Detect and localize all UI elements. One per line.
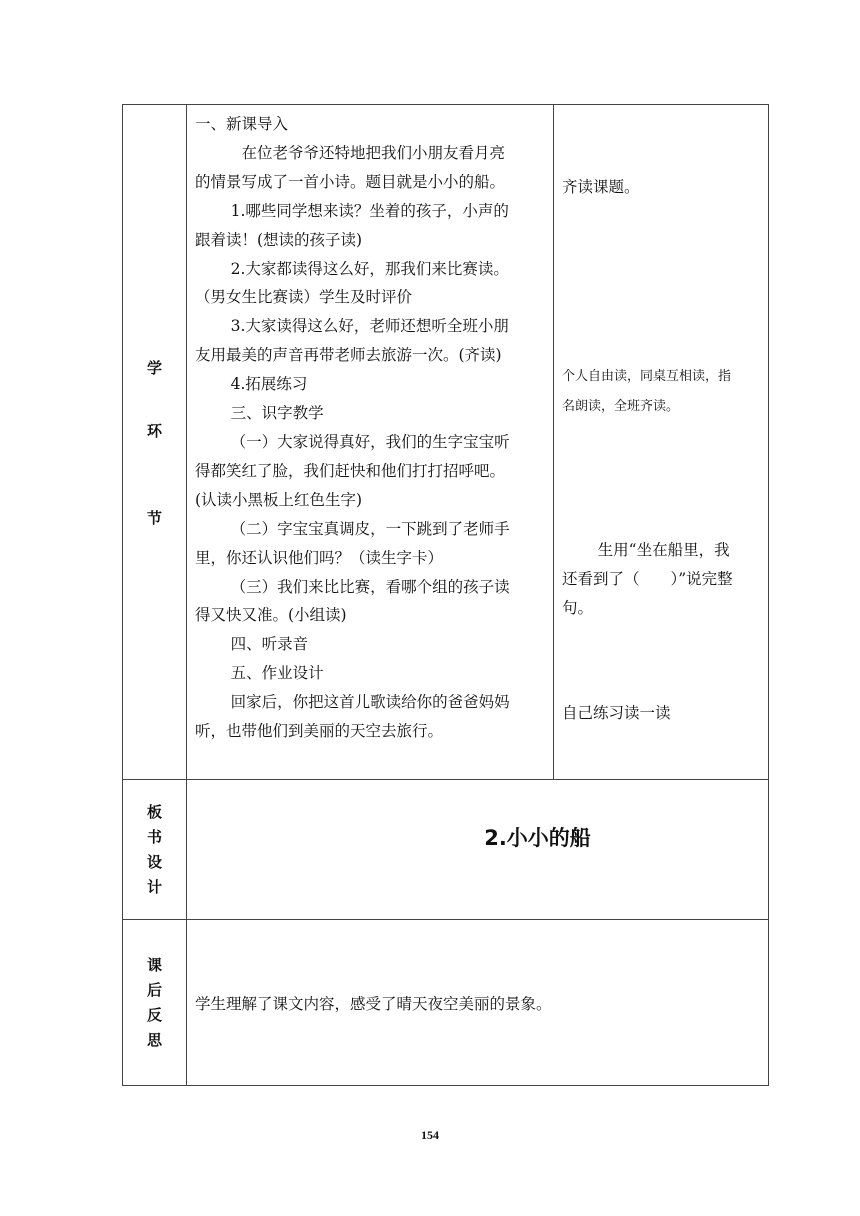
content-line: 3.大家读得这么好，老师还想听全班小朋 [230,317,509,336]
activity-note-line: 生用“坐在船里，我 [597,541,730,559]
reflection-cell [187,920,769,1086]
activity-note [562,362,762,422]
activity-note-line: 句。 [562,599,594,617]
reflection-text: 学生理解了课文内容，感受了晴天夜空美丽的景象。 [195,995,552,1013]
label-char: 学 [146,358,162,377]
board-title: 2.小小的船 [484,826,591,850]
content-line: （一）大家说得真好，我们的生字宝宝听 [230,432,510,451]
content-line: 友用最美的声音再带老师去旅游一次。(齐读) [195,346,502,365]
teaching-section-label [123,105,187,780]
content-line: 听，也带他们到美丽的天空去旅行。 [195,722,444,741]
lesson-plan-table [122,104,769,1086]
content-line: 得又快又准。(小组读) [195,606,347,625]
content-line: 回家后，你把这首儿歌读给你的爸爸妈妈 [230,693,510,712]
label-char: 后 [146,980,162,999]
content-line: 四、听录音 [230,635,309,654]
activity-note-line: 名朗读，全班齐读。 [562,399,680,414]
content-line: 4.拓展练习 [230,375,308,394]
label-char: 节 [146,508,162,527]
activity-note-line: 个人自由读，同桌互相读，指 [562,369,732,384]
reflection-section-label [123,920,187,1086]
label-char: 思 [146,1030,162,1049]
content-line: （三）我们来比比赛，看哪个组的孩子读 [230,577,510,596]
content-line: 得都笑红了脸，我们赶快和他们打打招呼吧。 [195,461,506,480]
label-char: 设 [146,852,162,871]
content-line: (认读小黑板上红色生字) [195,490,363,509]
content-line: 2.大家都读得这么好，那我们来比赛读。 [230,259,509,278]
content-line: 的情景写成了一首小诗。题目就是小小的船。 [195,172,506,191]
activity-note-line: 还看到了（ ）”说完整 [562,570,733,588]
content-line: 1.哪些同学想来读？坐着的孩子，小声的 [230,201,509,220]
content-line: 一、新课导入 [195,115,289,133]
board-design-cell [187,780,769,920]
activity-note: 自己练习读一读 [562,704,671,722]
activity-note: 齐读课题。 [562,178,640,196]
board-section-label [123,780,187,920]
teaching-content [187,105,554,780]
label-char: 板 [146,802,162,821]
board-design-row [123,780,769,920]
content-line: （二）字宝宝真调皮，一下跳到了老师手 [230,519,510,538]
content-line: 里，你还认识他们吗？（读生字卡） [195,548,444,567]
label-char: 计 [146,877,162,896]
content-line: 三、识字教学 [230,404,324,423]
teaching-row [123,105,769,780]
label-char: 书 [146,827,162,846]
content-line: （男女生比赛读）学生及时评价 [195,288,413,307]
label-char: 课 [146,955,162,974]
reflection-row [123,920,769,1086]
content-line: 在位老爷爷还特地把我们小朋友看月亮 [241,143,506,162]
label-char: 环 [146,421,162,440]
page-number: 154 [421,1128,439,1142]
content-line: 五、作业设计 [230,664,324,683]
content-line: 跟着读！(想读的孩子读) [195,230,363,249]
student-activity-column [554,105,769,780]
activity-note [562,536,762,623]
label-char: 反 [146,1005,162,1024]
